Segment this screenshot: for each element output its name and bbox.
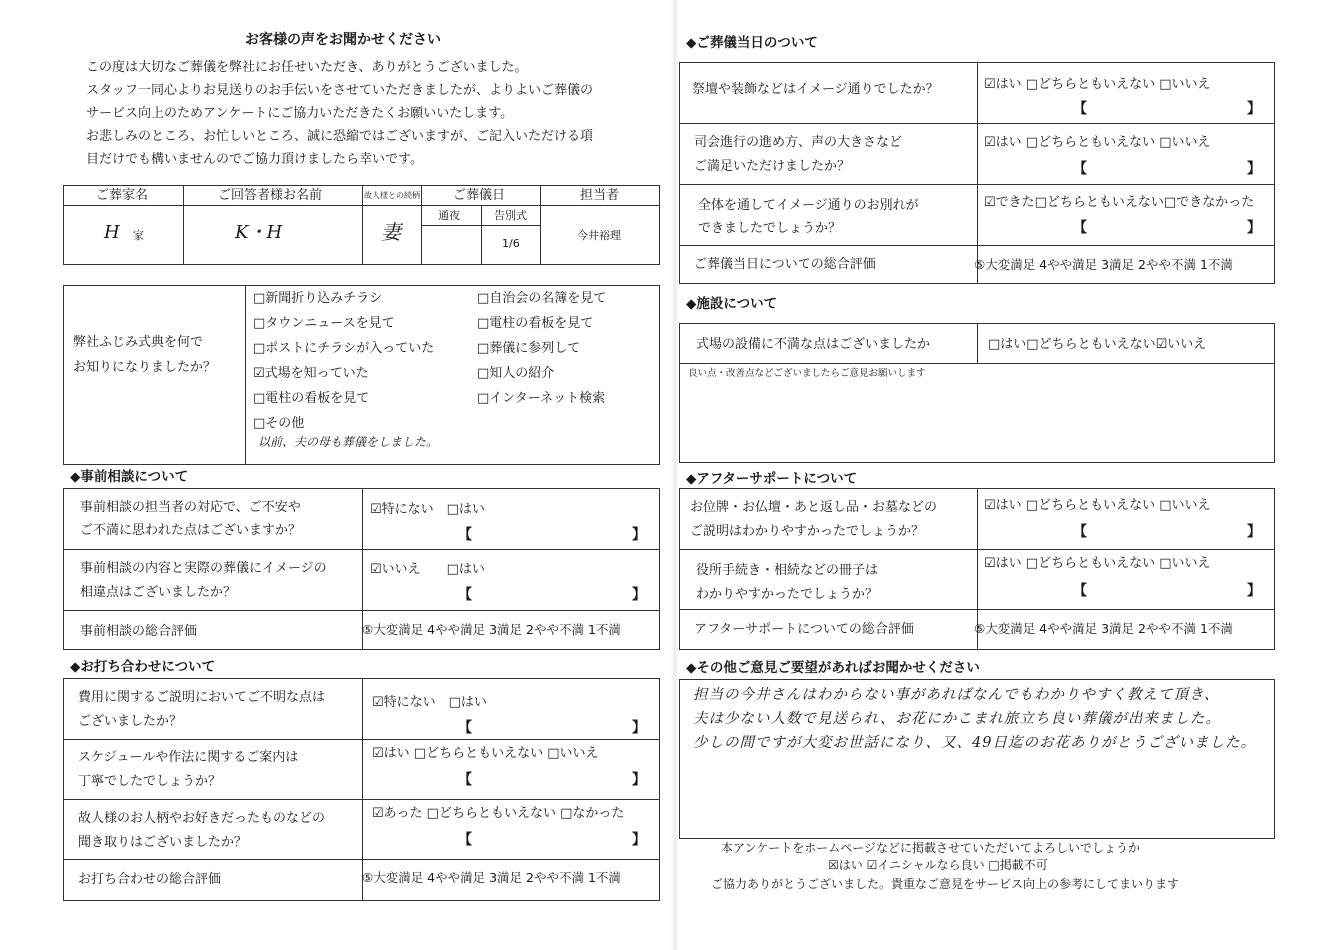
publish-question: 本アンケートをホームページなどに掲載させていただいてよろしいでしょうか [721,841,1141,855]
meeting-q3: 故人様のお人柄やお好きだったものなどの [78,811,326,826]
comment-bracket: 【 [1073,583,1087,599]
comment-bracket: 】 [1247,101,1261,117]
day-q4: ご葬儀当日についての総合評価 [694,257,876,272]
source-option[interactable]: □電柱の看板を見て [477,316,594,331]
day-q3: 全体を通してイメージ通りのお別れが [698,198,919,213]
family-name-value: H [104,222,120,243]
day-q2: ご満足いただけましたか？ [694,159,851,174]
header-name: ご回答者様お名前 [218,188,323,203]
header-relation: 故人様との続柄 [364,191,420,200]
comment-bracket: 【 [1073,101,1087,117]
after-a2[interactable]: ☑はい □どちらともいえない □いいえ [984,556,1211,571]
section-meeting-heading: ◆お打ち合わせについて [70,659,216,675]
consult-q1: 事前相談の担当者の対応で、ご不安や [80,500,301,515]
intro-line: この度は大切なご葬儀を弊社にお任せいただき、ありがとうございました。 [86,60,528,75]
consult-q1: ご不満に思われた点はございますか？ [80,523,302,538]
consult-rating[interactable]: ⑤大変満足 4やや満足 3満足 2やや不満 1不満 [362,622,621,637]
comment-bracket: 【 [458,527,472,543]
meeting-a2[interactable]: ☑はい □どちらともいえない □いいえ [372,746,599,761]
comment-bracket: 【 [458,832,472,848]
comment-bracket: 】 [1247,524,1261,540]
source-option[interactable]: □インターネット検索 [477,391,606,406]
day-a1[interactable]: ☑はい □どちらともいえない □いいえ [984,77,1211,92]
meeting-q4: お打ち合わせの総合評価 [78,872,222,887]
day-rating[interactable]: ⑤大変満足 4やや満足 3満足 2やや不満 1不満 [974,257,1233,272]
kokubetsu-value: 1/6 [502,237,520,250]
facility-a1[interactable]: □はい□どちらともいえない☑いいえ [988,337,1207,352]
comment-bracket: 【 [458,772,472,788]
source-question: 弊社ふじみ式典を何で [73,335,204,350]
publish-options[interactable]: ☒はい ☑イニシャルなら良い □掲載不可 [828,858,1048,872]
meeting-a3[interactable]: ☑あった □どちらともいえない □なかった [372,806,625,821]
source-question: お知りになりましたか？ [73,360,217,375]
section-after-heading: ◆アフターサポートについて [686,471,858,487]
intro-line: サービス向上のためアンケートにご協力いただきたくお願いいたします。 [86,106,514,121]
meeting-q1: 費用に関するご説明においてご不明な点は [78,690,326,705]
after-q1: ご説明はわかりやすかったでしょうか？ [690,524,925,539]
after-q3: アフターサポートについての総合評価 [694,622,914,637]
comment-bracket: 】 [632,527,646,543]
source-option[interactable]: □ポストにチラシが入っていた [253,341,435,356]
meeting-q1: ございましたか？ [78,714,183,729]
comment-bracket: 【 [458,587,472,603]
comment-bracket: 】 [1247,161,1261,177]
after-rating[interactable]: ⑤大変満足 4やや満足 3満足 2やや不満 1不満 [974,621,1233,636]
day-q2: 司会進行の進め方、声の大きさなど [694,135,903,150]
header-kokubetsu: 告別式 [494,209,527,222]
comment-bracket: 】 [1247,220,1261,236]
after-q1: お位牌・お仏壇・あと返し品・お墓などの [690,500,938,515]
after-a1[interactable]: ☑はい □どちらともいえない □いいえ [984,498,1211,513]
comment-bracket: 【 [1073,161,1087,177]
thanks-text: ご協力ありがとうございました。貴重なご意見をサービス向上の参考にしてまいります [711,877,1180,891]
source-other-text: 以前、夫の母も葬儀をしました。 [258,435,439,449]
meeting-rating[interactable]: ⑤大変満足 4やや満足 3満足 2やや不満 1不満 [362,870,621,885]
facility-note-label: 良い点・改善点などございましたらご意見お願いします [688,368,926,379]
comment-bracket: 】 [632,720,646,736]
section-day-heading: ◆ご葬儀当日のついて [686,35,818,51]
source-option[interactable]: □自治会の名簿を見て [477,291,607,306]
staff-value: 今井裕理 [577,229,621,242]
consult-q2: 事前相談の内容と実際の葬儀にイメージの [80,561,327,576]
section-consult-heading: ◆事前相談について [70,469,189,485]
after-q2: わかりやすかったでしょうか？ [696,587,879,602]
intro-line: お悲しみのところ、お忙しいところ、誠に恐縮ではございますが、ご記入いただける項 [86,129,594,144]
source-option[interactable]: ☑式場を知っていた [253,366,369,381]
after-q2: 役所手続き・相続などの冊子は [696,563,879,578]
source-option[interactable]: □電柱の看板を見て [253,391,370,406]
comment-bracket: 【 [458,720,472,736]
survey-title: お客様の声をお聞かせください [245,32,441,48]
facility-q1: 式場の設備に不満な点はございましたか [696,337,931,352]
day-a2[interactable]: ☑はい □どちらともいえない □いいえ [984,135,1211,150]
meeting-q2: スケジュールや作法に関するご案内は [78,750,299,765]
comment-bracket: 【 [1073,220,1087,236]
intro-line: 目だけでも構いませんのでご協力頂けましたら幸いです。 [86,152,423,167]
day-q3: できましたでしょうか？ [698,221,842,236]
comment-bracket: 】 [632,832,646,848]
relation-value: 妻 [381,220,401,244]
comment-line: 夫は少ない人数で見送られ、お花にかこまれ旅立ち良い葬儀が出来ました。 [693,711,1221,727]
source-option[interactable]: □その他 [253,416,305,431]
page-fold [671,0,679,950]
comment-bracket: 】 [632,587,646,603]
consult-a2[interactable]: ☑いいえ □はい [370,562,485,577]
day-a3[interactable]: ☑できた□どちらともいえない□できなかった [984,195,1255,210]
section-other-heading: ◆その他ご意見ご要望があればお聞かせください [686,660,980,676]
comment-bracket: 】 [632,772,646,788]
header-staff: 担当者 [580,188,620,203]
source-option[interactable]: □葬儀に参列して [477,341,581,356]
intro-line: スタッフ一同心よりお見送りのお手伝いをさせていただきましたが、よりよいご葬儀の [86,83,594,98]
consult-a1[interactable]: ☑特にない □はい [370,502,485,517]
comment-bracket: 【 [1073,524,1087,540]
consult-q3: 事前相談の総合評価 [80,624,198,639]
source-option[interactable]: □知人の紹介 [477,366,555,381]
header-tsuya: 通夜 [438,209,460,222]
source-option[interactable]: □新聞折り込みチラシ [253,291,383,306]
meeting-q3: 聞き取りはございましたか？ [78,835,248,850]
consult-q2: 相違点はございましたか？ [80,585,237,600]
source-option[interactable]: □タウンニュースを見て [253,316,395,331]
comment-line: 担当の今井さんはわからない事があればなんでもわかりやすく教えて頂き、 [693,687,1220,703]
comment-bracket: 】 [1247,583,1261,599]
respondent-name-value: K・H [235,222,283,243]
comment-line: 少しの間ですが大変お世話になり、又、49日迄のお花ありがとうございました。 [693,735,1256,751]
day-q1: 祭壇や装飾などはイメージ通りでしたか？ [692,82,939,97]
meeting-q2: 丁寧でしたでしょうか？ [78,774,222,789]
header-family: ご葬家名 [96,188,149,203]
meeting-a1[interactable]: ☑特にない □はい [372,695,487,710]
family-suffix: 家 [133,229,144,242]
header-date: ご葬儀日 [453,188,506,203]
section-facility-heading: ◆施設について [686,296,778,312]
